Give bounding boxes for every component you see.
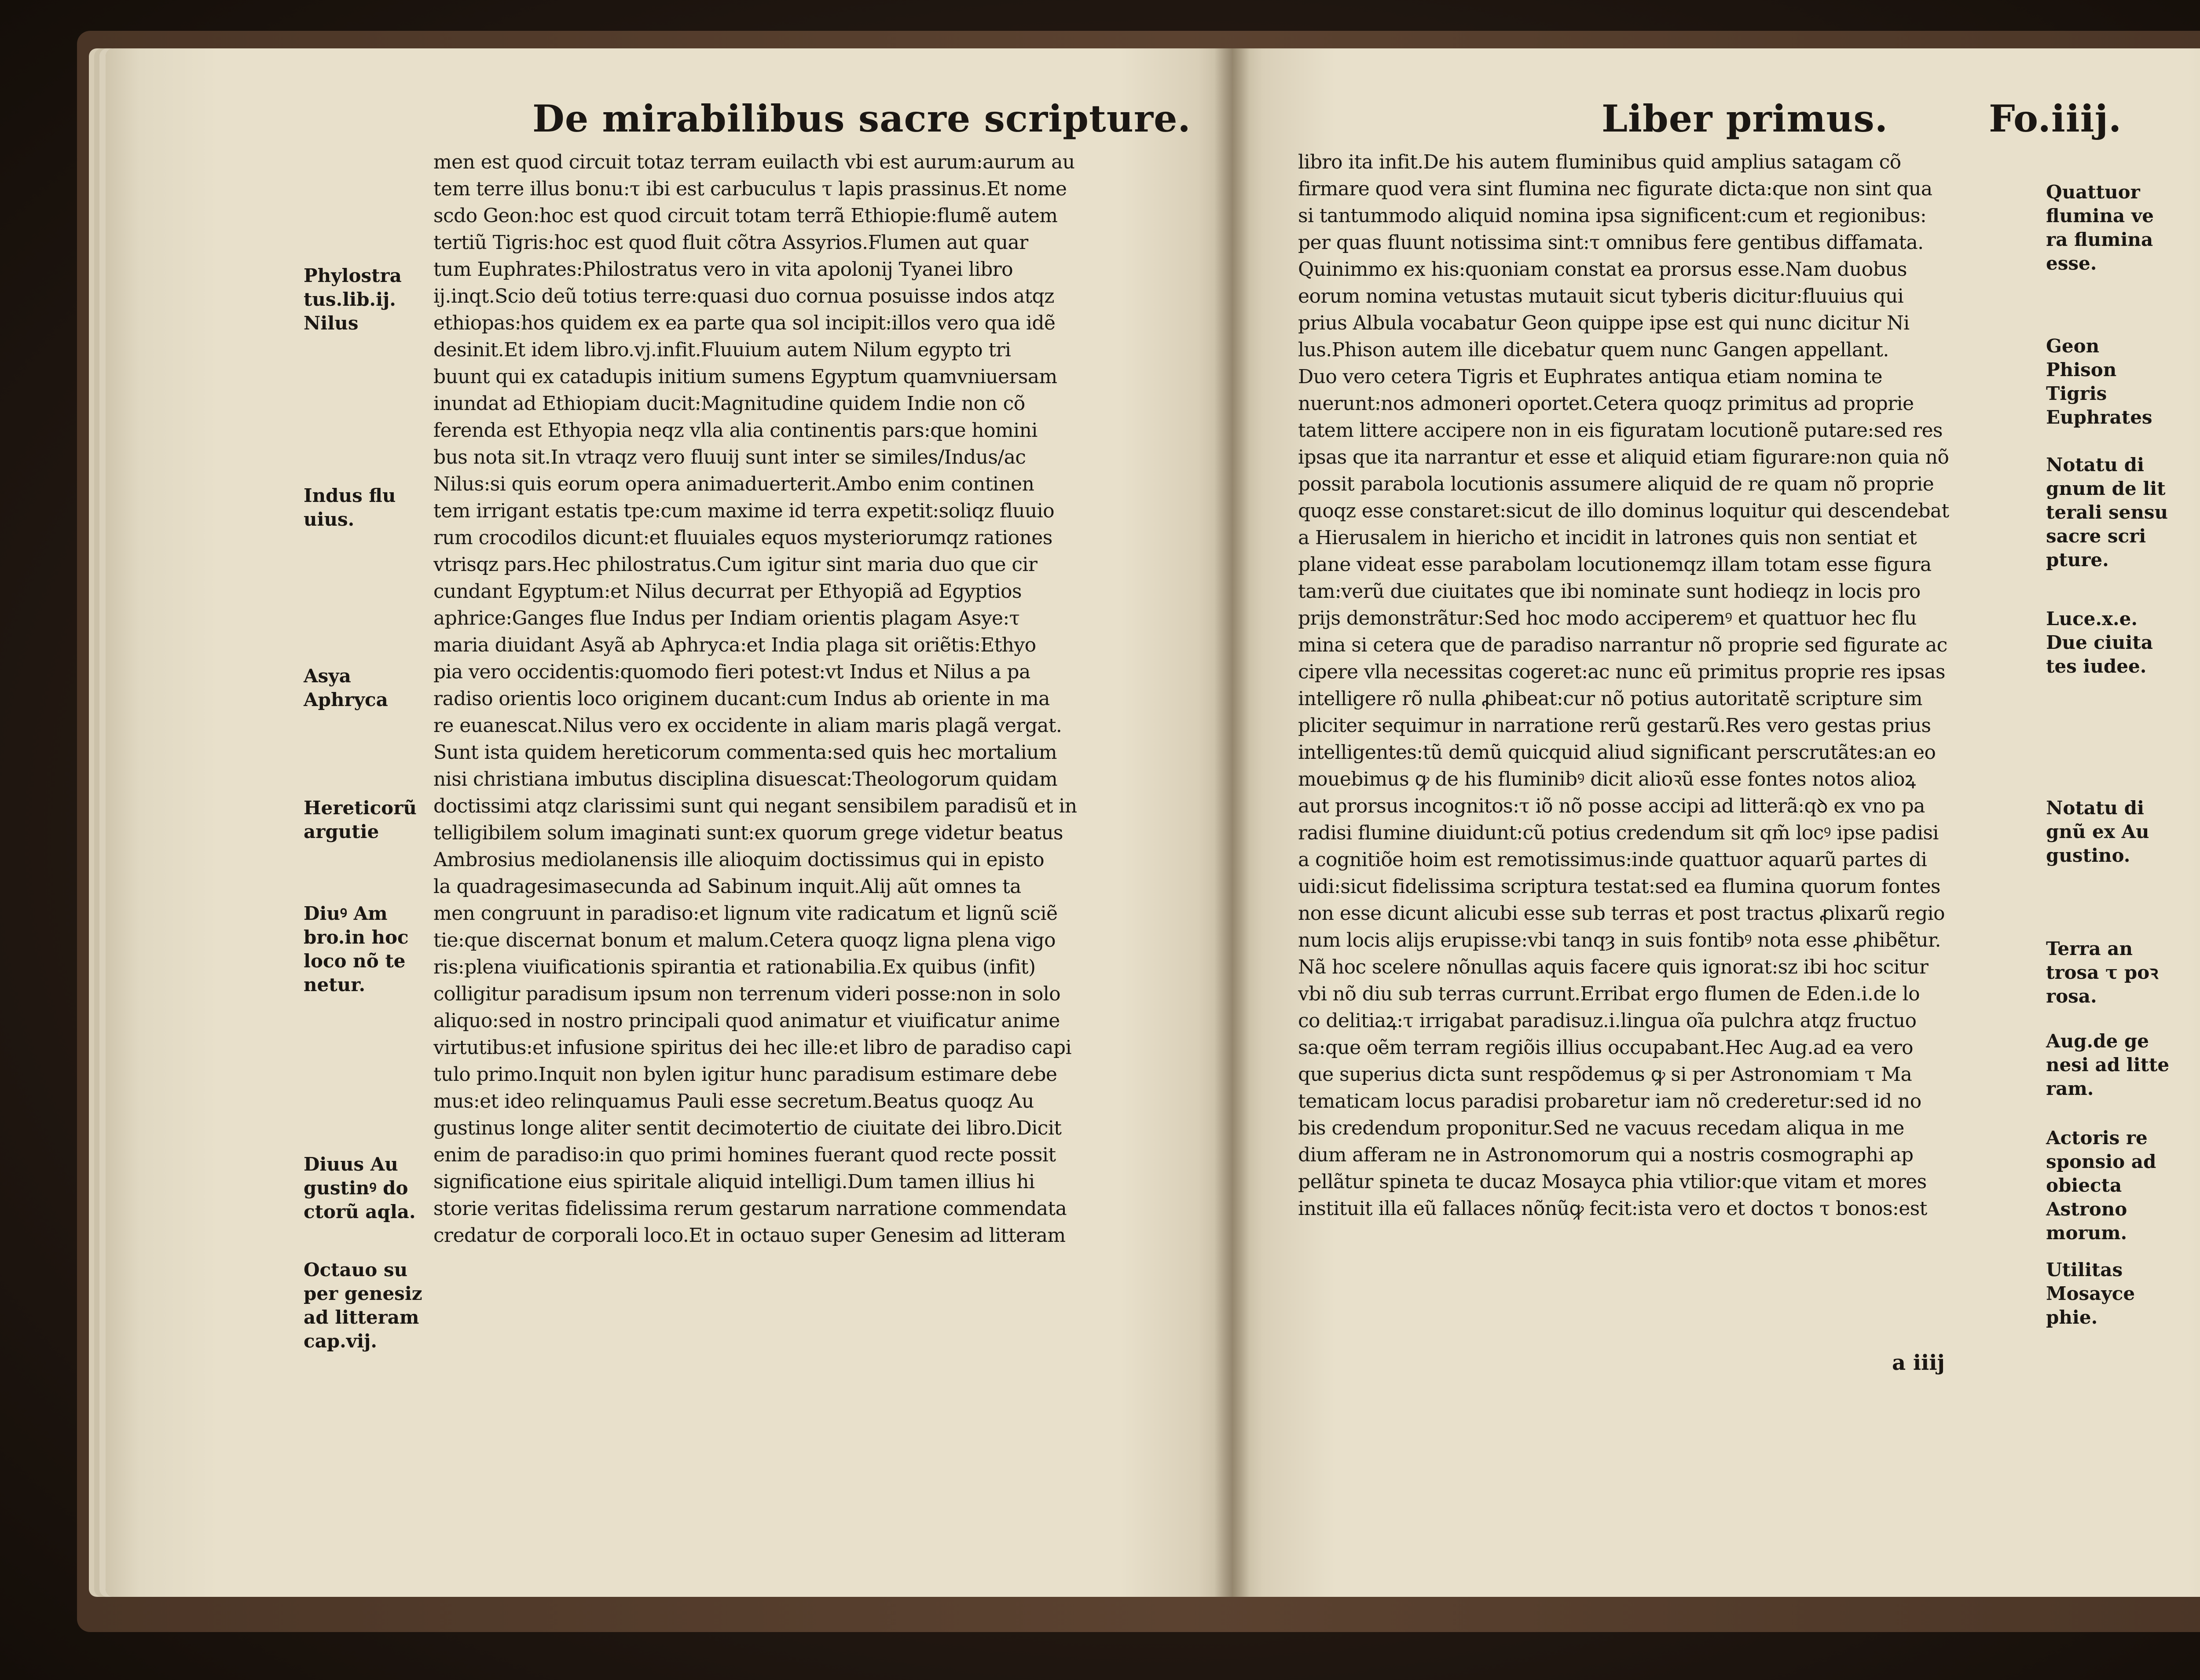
text-line: significatione eius spiritale aliquid intelligi.Dum tamen illius hi xyxy=(433,1171,1035,1193)
text-line: tam:verũ due ciuitates que ibi nominate sunt hodieqz in locis pro xyxy=(1298,580,1921,603)
right-margin-note-4 xyxy=(2046,607,2153,678)
left-text-column xyxy=(433,149,1177,1249)
margin-note-line: Actoris re xyxy=(2046,1127,2148,1149)
left-running-head: De mirabilibus sacre scripture. xyxy=(532,97,1191,140)
text-line: bis credendum proponitur.Sed ne vacuus recedam aliqua in me xyxy=(1298,1117,1904,1139)
margin-note-line: Geon xyxy=(2046,335,2100,357)
text-line: prius Albula vocabatur Geon quippe ipse est qui nunc dicitur Ni xyxy=(1298,312,1910,334)
margin-note-line: sponsio ad xyxy=(2046,1151,2156,1172)
text-line: la quadragesimasecunda ad Sabinum inquit.Alij aũt omnes ta xyxy=(433,875,1021,898)
text-line: storie veritas fidelissima rerum gestarum narratione commendata xyxy=(433,1197,1067,1220)
margin-note-line: morum. xyxy=(2046,1222,2127,1244)
right-running-head: Liber primus. xyxy=(1602,97,1888,140)
text-line: tematicam locus paradisi probaretur iam nõ crederetur:sed id no xyxy=(1298,1090,1921,1113)
right-text-column xyxy=(1298,149,2042,1222)
text-line: enim de paradiso:in quo primi homines fuerant quod recte possit xyxy=(433,1144,1056,1166)
text-line: a Hierusalem in hiericho et incidit in latrones quis non sentiat et xyxy=(1298,527,1917,549)
margin-note-line: ra flumina xyxy=(2046,229,2153,250)
margin-note-line: Diuꝰ Am xyxy=(304,903,388,924)
right-margin-note-6 xyxy=(2046,937,2158,1008)
text-line: aut prorsus incognitos:τ iõ nõ posse accipi ad litterã:qꝺ ex vno pa xyxy=(1298,795,1925,817)
text-line: ij.inqt.Scio deũ totius terre:quasi duo cornua posuisse indos atqz xyxy=(433,285,1054,307)
text-line: per quas fluunt notissima sint:τ omnibus fere gentibus diffamata. xyxy=(1298,231,1924,254)
text-line: quoqz esse constaret:sicut de illo dominus loquitur qui descendebat xyxy=(1298,500,1949,522)
right-margin-note-9 xyxy=(2046,1258,2135,1329)
text-line: non esse dicunt alicubi esse sub terras et post tractus ꝓlixarũ regio xyxy=(1298,902,1945,925)
signature-mark: a iiij xyxy=(1892,1351,1945,1375)
margin-note-line: Aphryca xyxy=(304,689,388,710)
left-margin-note-5 xyxy=(304,902,409,997)
text-line: tie:que discernat bonum et malum.Cetera quoqz ligna plena vigo xyxy=(433,929,1056,952)
text-line: vtrisqz pars.Hec philostratus.Cum igitur sint maria duo que cir xyxy=(433,553,1038,576)
text-line: dium afferam ne in Astronomorum qui a nostris cosmographi ap xyxy=(1298,1144,1914,1166)
margin-note-line: Octauo su xyxy=(304,1259,408,1281)
text-line: pia vero occidentis:quomodo fieri potest:vt Indus et Nilus a pa xyxy=(433,661,1030,683)
margin-note-line: Quattuor xyxy=(2046,181,2140,203)
margin-note-line: cap.vij. xyxy=(304,1330,377,1352)
margin-note-line: Notatu di xyxy=(2046,454,2144,476)
margin-note-line: rosa. xyxy=(2046,985,2097,1007)
margin-note-line: Utilitas xyxy=(2046,1259,2123,1281)
margin-note-line: uius. xyxy=(304,509,355,530)
text-line: men est quod circuit totaz terram euilacth vbi est aurum:aurum au xyxy=(433,151,1075,173)
right-margin-note-2 xyxy=(2046,334,2152,429)
text-line: num locis alijs erupisse:vbi tanqȝ in suis fontibꝰ nota esse ꝓhibẽtur. xyxy=(1298,929,1941,952)
right-margin-note-3 xyxy=(2046,453,2168,572)
margin-note-line: Aug.de ge xyxy=(2046,1030,2149,1052)
text-line: cundant Egyptum:et Nilus decurrat per Ethyopiã ad Egyptios xyxy=(433,580,1022,603)
margin-note-line: gustinꝰ do xyxy=(304,1177,408,1199)
margin-note-line: obiecta xyxy=(2046,1175,2122,1196)
margin-note-line: Hereticorũ xyxy=(304,797,417,819)
margin-note-line: terali sensu xyxy=(2046,501,2168,523)
margin-note-line: flumina ve xyxy=(2046,205,2154,227)
text-line: lus.Phison autem ille dicebatur quem nunc Gangen appellant. xyxy=(1298,339,1889,361)
text-line: tertiũ Tigris:hoc est quod fluit cõtra Assyrios.Flumen aut quar xyxy=(433,231,1028,254)
text-line: si tantummodo aliquid nomina ipsa significent:cum et regionibus: xyxy=(1298,205,1927,227)
margin-note-line: tes iudee. xyxy=(2046,655,2147,677)
margin-note-line: Due ciuita xyxy=(2046,632,2153,653)
text-line: aliquo:sed in nostro principali quod animatur et viuificatur anime xyxy=(433,1010,1060,1032)
text-line: nuerunt:nos admoneri oportet.Cetera quoqz primitus ad proprie xyxy=(1298,392,1914,415)
margin-note-line: nesi ad litte xyxy=(2046,1054,2170,1076)
text-line: Nã hoc scelere nõnullas aquis facere quis ignorat:sz ibi hoc scitur xyxy=(1298,956,1929,978)
margin-note-line: Astrono xyxy=(2046,1198,2127,1220)
margin-note-line: sacre scri xyxy=(2046,525,2146,547)
text-line: Sunt ista quidem hereticorum commenta:sed quis hec mortalium xyxy=(433,741,1057,764)
text-line: aphrice:Ganges flue Indus per Indiam orientis plagam Asye:τ xyxy=(433,607,1020,630)
text-line: tum Euphrates:Philostratus vero in vita apolonij Tyanei libro xyxy=(433,258,1013,281)
text-line: mouebimus ꝙ de his fluminibꝰ dicit alioꝛũ esse fontes notos alioꝝ xyxy=(1298,768,1916,791)
text-line: instituit illa eũ fallaces nõnũꝙ fecit:ista vero et doctos τ bonos:est xyxy=(1298,1197,1927,1220)
text-line: ethiopas:hos quidem ex ea parte qua sol incipit:illos vero qua idẽ xyxy=(433,312,1056,334)
margin-note-line: bro.in hoc xyxy=(304,926,409,948)
text-line: firmare quod vera sint flumina nec figurate dicta:que non sint qua xyxy=(1298,178,1932,200)
text-line: pliciter sequimur in narratione rerũ gestarũ.Res vero gestas prius xyxy=(1298,714,1931,737)
text-line: colligitur paradisum ipsum non terrenum videri posse:non in solo xyxy=(433,983,1061,1005)
margin-note-line: ctorũ aqla. xyxy=(304,1201,416,1222)
text-line: tatem littere accipere non in eis figuratam locutionẽ putare:sed res xyxy=(1298,419,1943,442)
margin-note-line: Asya xyxy=(304,665,351,687)
text-line: Nilus:si quis eorum opera animaduerterit.Ambo enim continen xyxy=(433,473,1034,495)
margin-note-line: argutie xyxy=(304,821,379,842)
margin-note-line: esse. xyxy=(2046,253,2097,274)
text-line: ipsas que ita narrantur et esse et aliquid etiam figurare:non quia nõ xyxy=(1298,446,1949,468)
margin-note-line: Euphrates xyxy=(2046,406,2152,428)
text-line: pellãtur spineta te ducaz Mosayca phia vtilior:que vitam et mores xyxy=(1298,1171,1927,1193)
text-line: scdo Geon:hoc est quod circuit totam terrã Ethiopie:flumẽ autem xyxy=(433,205,1058,227)
margin-note-line: Notatu di xyxy=(2046,797,2144,819)
text-line: tulo primo.Inquit non bylen igitur hunc paradisum estimare debe xyxy=(433,1063,1057,1086)
margin-note-line: Phison xyxy=(2046,359,2117,381)
left-margin-note-6 xyxy=(304,1153,416,1224)
text-line: Quinimmo ex his:quoniam constat ea prorsus esse.Nam duobus xyxy=(1298,258,1907,281)
text-line: possit parabola locutionis assumere aliquid de re quam nõ proprie xyxy=(1298,473,1934,495)
text-line: mina si cetera que de paradiso narrantur nõ proprie sed figurate ac xyxy=(1298,634,1947,656)
text-line: inundat ad Ethiopiam ducit:Magnitudine quidem Indie non cõ xyxy=(433,392,1025,415)
margin-note-line: Diuus Au xyxy=(304,1153,398,1175)
margin-note-line: pture. xyxy=(2046,549,2109,571)
text-line: cipere vlla necessitas cogeret:ac nunc eũ primitus proprie res ipsas xyxy=(1298,661,1945,683)
margin-note-line: Phylostra xyxy=(304,265,402,286)
text-line: radiso orientis loco originem ducant:cum Indus ab oriente in ma xyxy=(433,688,1050,710)
text-line: Ambrosius mediolanensis ille alioquim doctissimus qui in episto xyxy=(433,849,1044,871)
left-margin-note-2 xyxy=(304,484,396,531)
text-line: tem irrigant estatis tpe:cum maxime id terra expetit:soliqz fluuio xyxy=(433,500,1054,522)
margin-note-line: gustino. xyxy=(2046,845,2130,866)
left-margin-note-7 xyxy=(304,1258,422,1353)
text-line: a cognitiõe hoim est remotissimus:inde quattuor aquarũ partes di xyxy=(1298,849,1927,871)
text-line: doctissimi atqz clarissimi sunt qui negant sensibilem paradisũ et in xyxy=(433,795,1077,817)
text-line: bus nota sit.In vtraqz vero fluuij sunt inter se similes/Indus/ac xyxy=(433,446,1026,468)
text-line: uidi:sicut fidelissima scriptura testat:sed ea flumina quorum fontes xyxy=(1298,875,1940,898)
text-line: que superius dicta sunt respõdemus ꝙ si per Astronomiam τ Ma xyxy=(1298,1063,1912,1086)
margin-note-line: ad litteram xyxy=(304,1307,419,1328)
text-line: Duo vero cetera Tigris et Euphrates antiqua etiam nomina te xyxy=(1298,366,1882,388)
text-line: telligibilem solum imaginati sunt:ex quorum grege videtur beatus xyxy=(433,822,1063,844)
text-line: re euanescat.Nilus vero ex occidente in aliam maris plagã vergat. xyxy=(433,714,1062,737)
right-margin-note-5 xyxy=(2046,796,2149,867)
text-line: ferenda est Ethyopia neqz vlla alia continentis pars:que homini xyxy=(433,419,1038,442)
text-line: sa:que oẽm terram regiõis illius occupabant.Hec Aug.ad ea vero xyxy=(1298,1036,1913,1059)
right-margin-note-8 xyxy=(2046,1126,2156,1245)
margin-note-line: netur. xyxy=(304,974,366,996)
text-line: maria diuidant Asyã ab Aphryca:et India plaga sit oriẽtis:Ethyo xyxy=(433,634,1036,656)
text-line: vbi nõ diu sub terras currunt.Erribat ergo flumen de Eden.i.de lo xyxy=(1298,983,1920,1005)
margin-note-line: ram. xyxy=(2046,1078,2094,1099)
margin-note-line: Tigris xyxy=(2046,383,2107,404)
margin-note-line: Indus flu xyxy=(304,485,396,506)
left-margin-note-4 xyxy=(304,796,417,844)
text-line: libro ita infit.De his autem fluminibus quid amplius satagam cõ xyxy=(1298,151,1901,173)
text-line: men congruunt in paradiso:et lignum vite radicatum et lignũ sciẽ xyxy=(433,902,1058,925)
folio-number: Fo.iiij. xyxy=(1989,97,2122,140)
left-margin-note-3 xyxy=(304,664,388,712)
left-margin-note-1 xyxy=(304,264,402,335)
text-line: intelligentes:tũ demũ quicquid aliud significant perscrutãtes:an eo xyxy=(1298,741,1936,764)
gutter xyxy=(1214,48,1250,1597)
margin-note-line: tus.lib.ij. xyxy=(304,289,396,310)
text-line: virtutibus:et infusione spiritus dei hec ille:et libro de paradiso capi xyxy=(433,1036,1071,1059)
text-line: prijs demonstrãtur:Sed hoc modo acciperemꝰ et quattuor hec flu xyxy=(1298,607,1917,630)
text-line: rum crocodilos dicunt:et fluuiales equos mysteriorumqz rationes xyxy=(433,527,1052,549)
text-line: desinit.Et idem libro.vj.infit.Fluuium autem Nilum egypto tri xyxy=(433,339,1011,361)
right-margin-note-1 xyxy=(2046,180,2154,275)
text-line: credatur de corporali loco.Et in octauo super Genesim ad litteram xyxy=(433,1224,1066,1247)
right-margin-note-7 xyxy=(2046,1029,2169,1101)
text-line: radisi flumine diuidunt:cũ potius credendum sit qm̃ locꝰ ipse padisi xyxy=(1298,822,1939,844)
margin-note-line: gnũ ex Au xyxy=(2046,821,2149,842)
text-line: eorum nomina vetustas mutauit sicut tyberis dicitur:fluuius qui xyxy=(1298,285,1904,307)
text-line: gustinus longe aliter sentit decimotertio de ciuitate dei libro.Dicit xyxy=(433,1117,1062,1139)
margin-note-line: per genesiz xyxy=(304,1283,422,1304)
margin-note-line: phie. xyxy=(2046,1307,2098,1328)
margin-note-line: Luce.x.e. xyxy=(2046,608,2138,630)
text-line: intelligere rõ nulla ꝓhibeat:cur nõ potius autoritatẽ scripture sim xyxy=(1298,688,1922,710)
text-line: mus:et ideo relinquamus Pauli esse secretum.Beatus quoqz Au xyxy=(433,1090,1034,1113)
margin-note-line: Terra an xyxy=(2046,938,2133,959)
margin-note-line: Nilus xyxy=(304,312,359,334)
margin-note-line: loco nõ te xyxy=(304,950,406,972)
margin-note-line: gnum de lit xyxy=(2046,478,2166,499)
margin-note-line: trosa τ poꝛ xyxy=(2046,962,2159,983)
text-line: nisi christiana imbutus disciplina disuescat:Theologorum quidam xyxy=(433,768,1058,791)
text-line: co delitiaꝝ:τ irrigabat paradisuz.i.lingua oĩa pulchra atqz fructuo xyxy=(1298,1010,1917,1032)
text-line: tem terre illus bonu:τ ibi est carbuculus τ lapis prassinus.Et nome xyxy=(433,178,1067,200)
text-line: buunt qui ex catadupis initium sumens Egyptum quamvniuersam xyxy=(433,366,1057,388)
margin-note-line: Mosayce xyxy=(2046,1283,2135,1304)
text-line: ris:plena viuificationis spirantia et rationabilia.Ex quibus (infit) xyxy=(433,956,1036,978)
text-line: plane videat esse parabolam locutionemqz illam totam esse figura xyxy=(1298,553,1932,576)
